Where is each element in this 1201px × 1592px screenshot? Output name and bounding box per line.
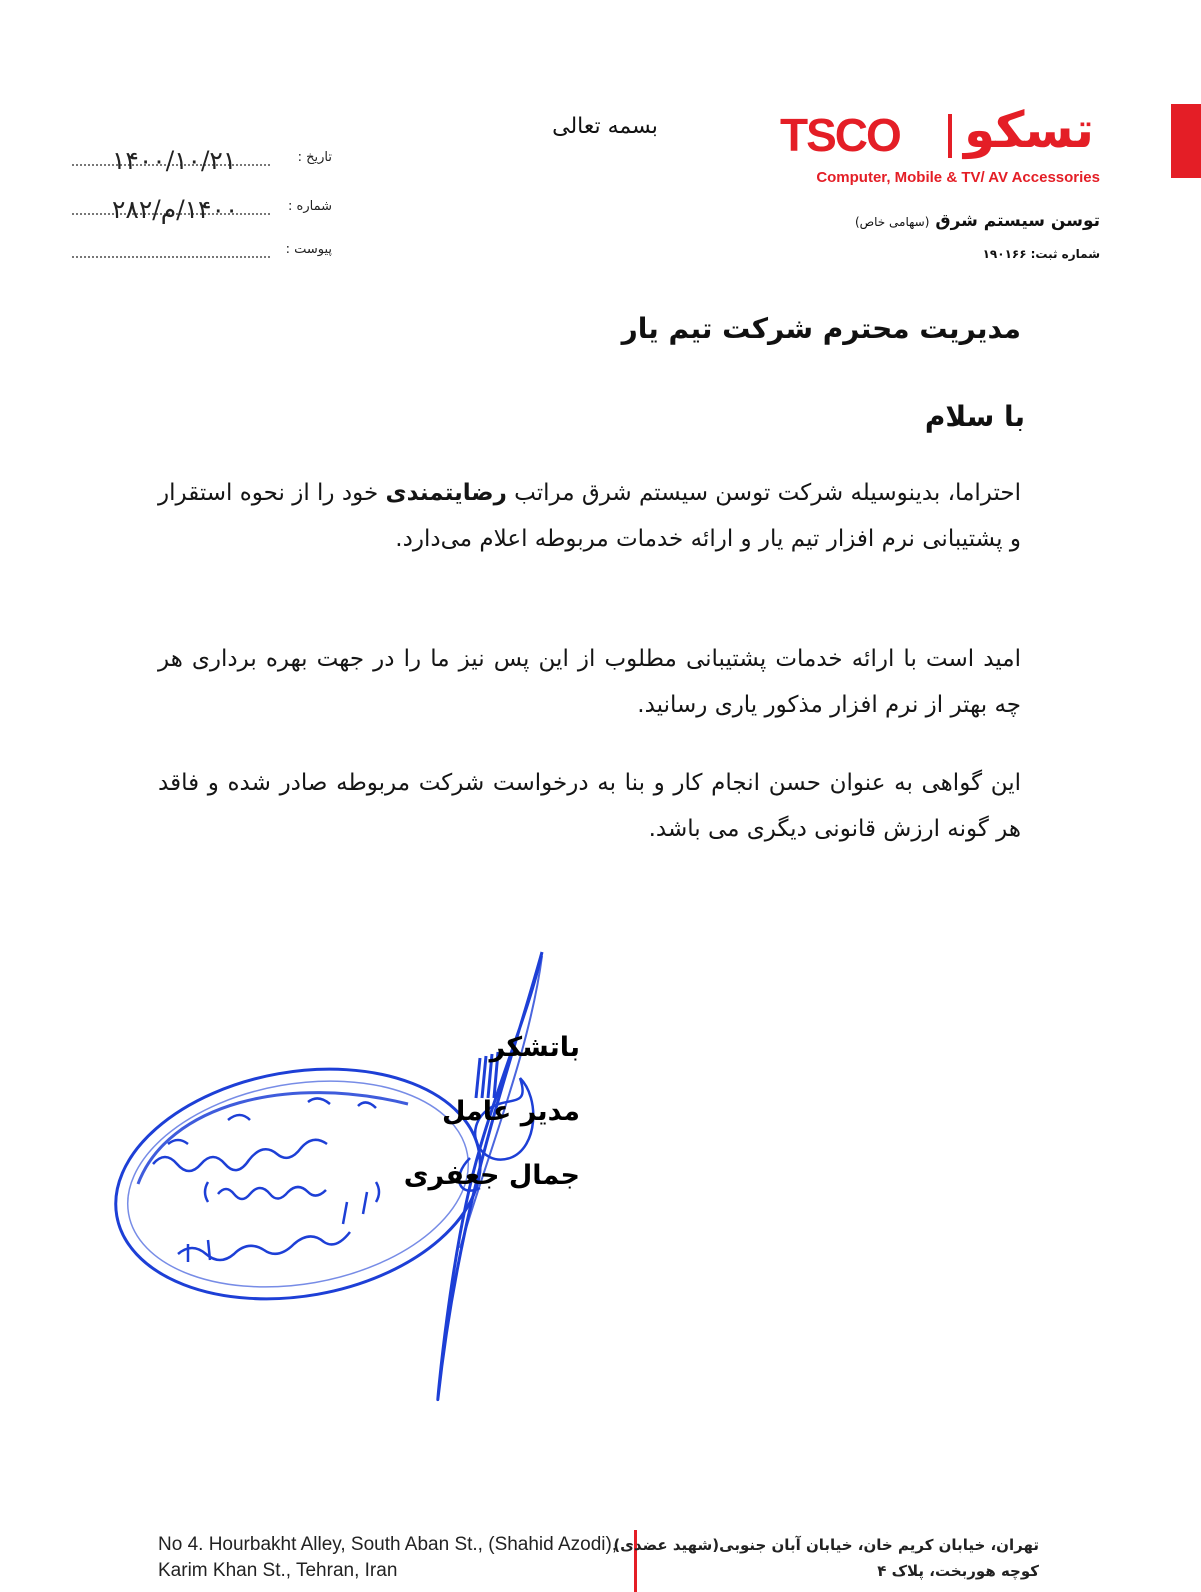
signatory-title: مدیر عامل (441, 1096, 580, 1127)
date-field (72, 146, 332, 180)
date-value: ۱۴۰۰/۱۰/۲۱ (112, 146, 237, 175)
company-name-text: توسن سیستم شرق (935, 211, 1100, 231)
tsco-logo (780, 101, 1100, 166)
paragraph-1-emphasis: رضایتمندی (385, 480, 507, 506)
greeting: با سلام (924, 400, 1025, 433)
date-label: تاریخ : (297, 150, 332, 165)
paragraph-1-end: خود را از نحوه استقرار و پشتیبانی نرم افزار تیم یار و ارائه خدمات مربوطه اعلام می‌دارد. (158, 480, 1021, 552)
footer-fa-line-1: تهران، خیابان کریم خان، خیابان آبان جنوبی(شهید عضدی) (613, 1536, 1039, 1554)
registration-line (983, 247, 1100, 261)
paragraph-3: این گواهی به عنوان حسن انجام کار و بنا به درخواست شرکت مربوطه صادر شده و فاقد هر گونه ارزش قانونی دیگری می باشد. (158, 770, 1021, 842)
basmala-heading: بسمه تعالی (552, 114, 658, 139)
attachment-label: پیوست : (285, 242, 332, 257)
red-edge-tab (1171, 104, 1201, 178)
footer-address (0, 1528, 1201, 1592)
signature-block (400, 1016, 580, 1208)
attachment-dotted-line (72, 256, 270, 258)
logo-separator (948, 114, 952, 158)
logo-latin-text: TSCO (780, 109, 900, 161)
logo-persian-text: تسکو (964, 101, 1095, 159)
signatory-name: جمال جعفری (403, 1160, 580, 1191)
registration-label: شماره ثبت: (1030, 247, 1100, 261)
paragraph-2: امید است با ارائه خدمات پشتیبانی مطلوب از این پس نیز ما را در جهت بهره برداری هر چه بهتر از نرم افزار مذکور یاری رسانید. (158, 646, 1021, 718)
closing-thanks: باتشکر (489, 1032, 580, 1063)
letter-number-field (72, 195, 332, 229)
paragraph-1 (158, 470, 1021, 562)
number-value: ۱۴۰۰/م/۲۸۲ (112, 195, 239, 224)
footer-fa-line-2: کوچه هوربخت، پلاک ۴ (877, 1562, 1039, 1580)
company-type: (سهامی خاص) (854, 215, 930, 229)
recipient-line: مدیریت محترم شرکت تیم یار (621, 312, 1021, 345)
company-name (855, 211, 1100, 231)
paragraph-1-start: احتراما، بدینوسیله شرکت توسن سیستم شرق مراتب (514, 480, 1022, 506)
attachment-field (72, 242, 332, 272)
footer-address-persian (613, 1532, 1039, 1584)
number-label: شماره : (288, 199, 332, 214)
footer-en-line-1: No 4. Hourbakht Alley, South Aban St., (Shahid Azodi), (158, 1534, 618, 1555)
footer-en-line-2: Karim Khan St., Tehran, Iran (158, 1560, 398, 1581)
registration-number: ۱۹۰۱۶۶ (982, 247, 1027, 261)
footer-address-english (158, 1532, 617, 1584)
logo-tagline: Computer, Mobile & TV/ AV Accessories (816, 169, 1100, 186)
